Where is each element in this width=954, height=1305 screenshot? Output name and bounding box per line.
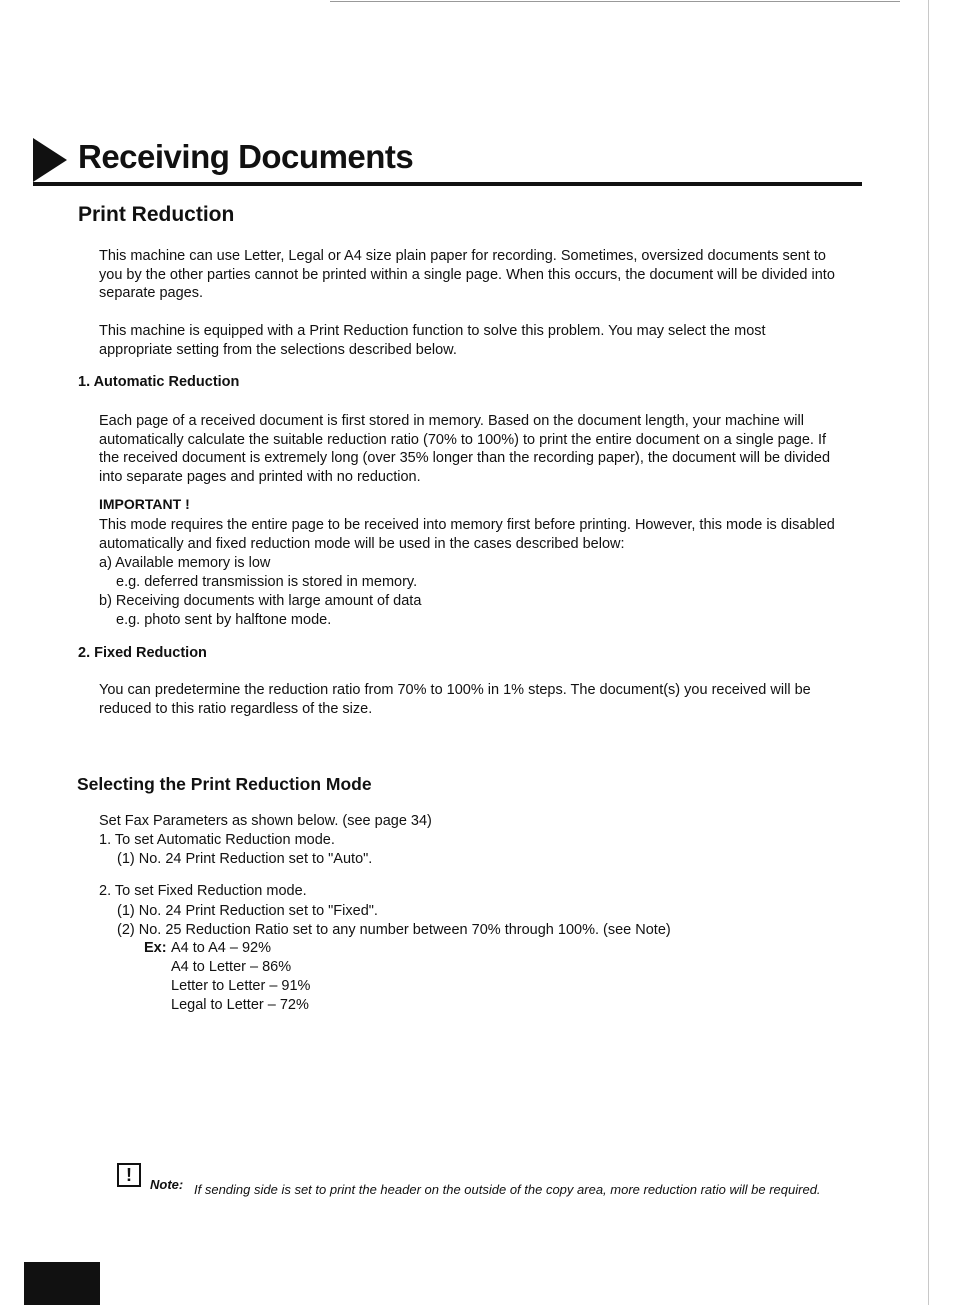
important-label: IMPORTANT ! bbox=[99, 496, 190, 512]
case-a-example: e.g. deferred transmission is stored in memory. bbox=[116, 574, 418, 590]
example-label: Ex: bbox=[144, 940, 167, 956]
note-label: Note: bbox=[150, 1177, 184, 1192]
intro-paragraph-2: This machine is equipped with a Print Reduction function to solve this problem. You may select the most appropriate setting from the selections described below. bbox=[99, 323, 766, 358]
fixed-reduction-body: You can predetermine the reduction ratio from 70% to 100% in 1% steps. The document(s) you received will be reduced to this ratio regardless of the size. bbox=[99, 682, 811, 717]
note-text: If sending side is set to print the header on the outside of the copy area, more reduction ratio will be required. bbox=[194, 1182, 821, 1197]
step-2-sub-1: (1) No. 24 Print Reduction set to "Fixed". bbox=[117, 903, 378, 919]
automatic-reduction-heading: 1. Automatic Reduction bbox=[78, 374, 240, 390]
scan-right-edge bbox=[928, 0, 929, 1305]
intro-paragraph-1: This machine can use Letter, Legal or A4 size plain paper for recording. Sometimes, oversized documents sent to you by the other parties cannot be printed within a single page. When this occurs, the document will be divided into separate pages. bbox=[99, 248, 835, 301]
important-body: This mode requires the entire page to be received into memory first before printing. However, this mode is disabled automatically and fixed reduction mode will be used in the cases described below: bbox=[99, 517, 835, 552]
case-a: a) Available memory is low bbox=[99, 555, 271, 571]
step-1: 1. To set Automatic Reduction mode. bbox=[99, 832, 335, 848]
step-1-sub-1: (1) No. 24 Print Reduction set to "Auto". bbox=[117, 851, 373, 867]
note-warning-icon: ! bbox=[117, 1163, 141, 1187]
selecting-mode-heading: Selecting the Print Reduction Mode bbox=[77, 774, 372, 794]
example-line: A4 to Letter – 86% bbox=[171, 959, 292, 975]
case-b-example: e.g. photo sent by halftone mode. bbox=[116, 612, 332, 628]
example-line: Letter to Letter – 91% bbox=[171, 978, 311, 994]
automatic-reduction-body: Each page of a received document is first stored in memory. Based on the document length, your machine will automatically calculate the suitable reduction ratio (70% to 100%) to print the entire document on a single page. If the received document is extremely long (over 35% longer than the recording paper), the document will be divided into separate pages and printed with no reduction. bbox=[99, 413, 831, 485]
selecting-intro: Set Fax Parameters as shown below. (see page 34) bbox=[99, 813, 432, 829]
fixed-reduction-heading: 2. Fixed Reduction bbox=[78, 645, 207, 661]
example-line: A4 to A4 – 92% bbox=[171, 940, 271, 956]
example-line: Legal to Letter – 72% bbox=[171, 997, 309, 1013]
step-2: 2. To set Fixed Reduction mode. bbox=[99, 883, 307, 899]
section-heading-print-reduction: Print Reduction bbox=[78, 203, 235, 226]
case-b: b) Receiving documents with large amount of data bbox=[99, 593, 422, 609]
title-underline bbox=[33, 182, 862, 186]
page-title: Receiving Documents bbox=[78, 138, 414, 175]
page-corner-tab bbox=[24, 1262, 100, 1305]
section-arrow-icon bbox=[33, 138, 67, 182]
scan-top-rule bbox=[330, 1, 900, 2]
step-2-sub-2: (2) No. 25 Reduction Ratio set to any number between 70% through 100%. (see Note) bbox=[117, 922, 671, 938]
